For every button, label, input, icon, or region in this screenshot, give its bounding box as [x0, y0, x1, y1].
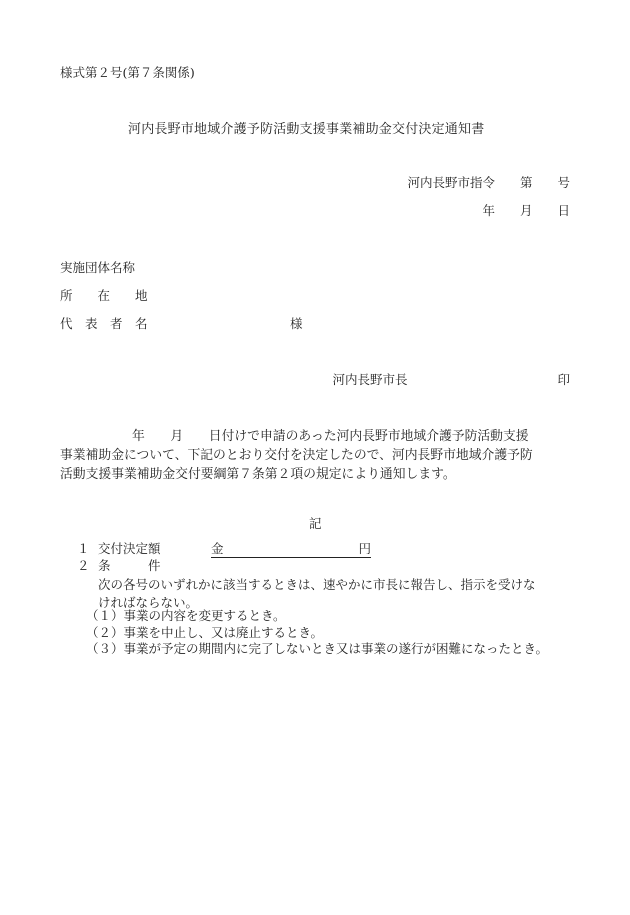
- form-label: 様式第２号(第７条関係): [60, 65, 195, 80]
- honorific: 様: [290, 316, 303, 331]
- amount-prefix: 金: [211, 541, 224, 556]
- amount-suffix: 円: [358, 541, 371, 556]
- item-1-number: １: [77, 541, 90, 556]
- item-2-label: 条 件: [98, 558, 161, 573]
- org-name-label: 実施団体名称: [60, 260, 136, 275]
- item-1-label: 交付決定額: [98, 541, 161, 556]
- condition-2: （２）事業を中止し、又は廃止するとき。: [86, 625, 324, 640]
- representative-label: 代 表 者 名: [60, 316, 148, 331]
- conditions-text: 次の各号のいずれかに該当するときは、速やかに市長に報告し、指示を受けなければならない。: [98, 577, 536, 610]
- address-label: 所 在 地: [60, 288, 148, 303]
- condition-1: （１）事業の内容を変更するとき。: [86, 608, 286, 623]
- issue-number-line: 河内長野市指令 第 号: [407, 175, 570, 190]
- body-line-1: 年 月 日付けで申請のあった河内長野市地域介護予防活動支援: [132, 429, 529, 444]
- body-line-3: 活動支援事業補助金交付要綱第７条第２項の規定により通知します。: [60, 467, 456, 482]
- ki-heading: 記: [309, 516, 322, 531]
- condition-3: （３）事業が予定の期間内に完了しないとき又は事業の遂行が困難になったとき。: [86, 641, 549, 656]
- body-line-2: 事業補助金について、下記のとおり交付を決定したので、河内長野市地域介護予防: [60, 448, 533, 463]
- issue-date-line: 年 月 日: [482, 203, 570, 218]
- grant-amount-field: [211, 543, 371, 558]
- document-title: 河内長野市地域介護予防活動支援事業補助金交付決定通知書: [128, 122, 485, 137]
- mayor-signature-line: 河内長野市長 印: [332, 372, 570, 387]
- item-2-number: ２: [77, 558, 90, 573]
